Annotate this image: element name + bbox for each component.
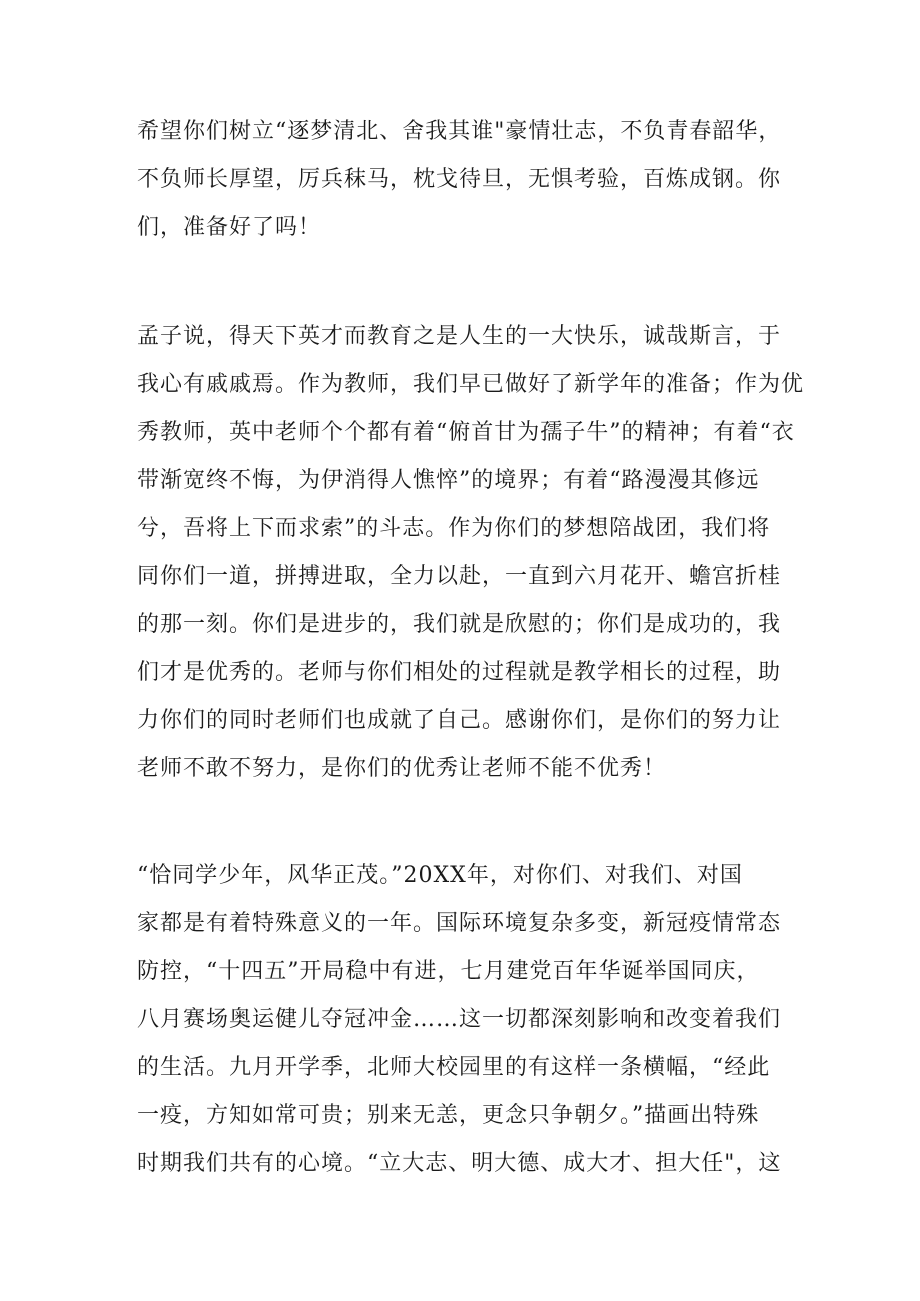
text-line: 的生活。九月开学季，北师大校园里的有这样一条横幅，“经此 [137,1055,771,1080]
text-line: 秀教师，英中老师个个都有着“俯首甘为孺子牛”的精神；有着“衣 [137,420,795,445]
text-line: 时期我们共有的心境。“立大志、明大德、成大才、担大任"，这 [137,1151,782,1176]
text-line: 的那一刻。你们是进步的，我们就是欣慰的；你们是成功的，我 [137,612,782,637]
paragraph-3 [137,852,797,1188]
text-line: 八月赛场奥运健儿夺冠冲金……这一切都深刻影响和改变着我们 [137,1007,782,1032]
text-line: 不负师长厚望，厉兵秣马，枕戈待旦，无惧考验，百炼成钢。你 [137,167,782,192]
text-line: 老师不敢不努力，是你们的优秀让老师不能不优秀！ [137,756,667,781]
text-line: 家都是有着特殊意义的一年。国际环境复杂多变，新冠疫情常态 [137,911,782,936]
text-line: 们，准备好了吗！ [137,215,322,240]
paragraph-2 [137,313,805,793]
text-line: “恰同学少年，风华正茂。”20XX年，对你们、对我们、对国 [137,863,743,888]
paragraph-1 [137,108,797,252]
text-line: 兮，吾将上下而求索”的斗志。作为你们的梦想陪战团，我们将 [137,516,771,541]
text-line: 一疫，方知如常可贵；别来无恙，更念只争朝夕。”描画出特殊 [137,1103,760,1128]
text-line: 带渐宽终不悔，为伊消得人憔悴”的境界；有着“路漫漫其修远 [137,468,760,493]
text-line: 同你们一道，拼搏进取，全力以赴，一直到六月花开、蟾宫折桂 [137,564,782,589]
text-line: 防控，“十四五”开局稳中有进，七月建党百年华诞举国同庆， [137,959,760,984]
text-line: 力你们的同时老师们也成就了自己。感谢你们，是你们的努力让 [137,708,782,733]
text-line: 我心有戚戚焉。作为教师，我们早已做好了新学年的准备；作为优 [137,372,805,397]
text-line: 们才是优秀的。老师与你们相处的过程就是教学相长的过程，助 [137,660,782,685]
text-line: 孟子说，得天下英才而教育之是人生的一大快乐，诚哉斯言，于 [137,324,782,349]
text-line: 希望你们树立“逐梦清北、舍我其谁"豪情壮志，不负青春韶华， [137,119,782,144]
